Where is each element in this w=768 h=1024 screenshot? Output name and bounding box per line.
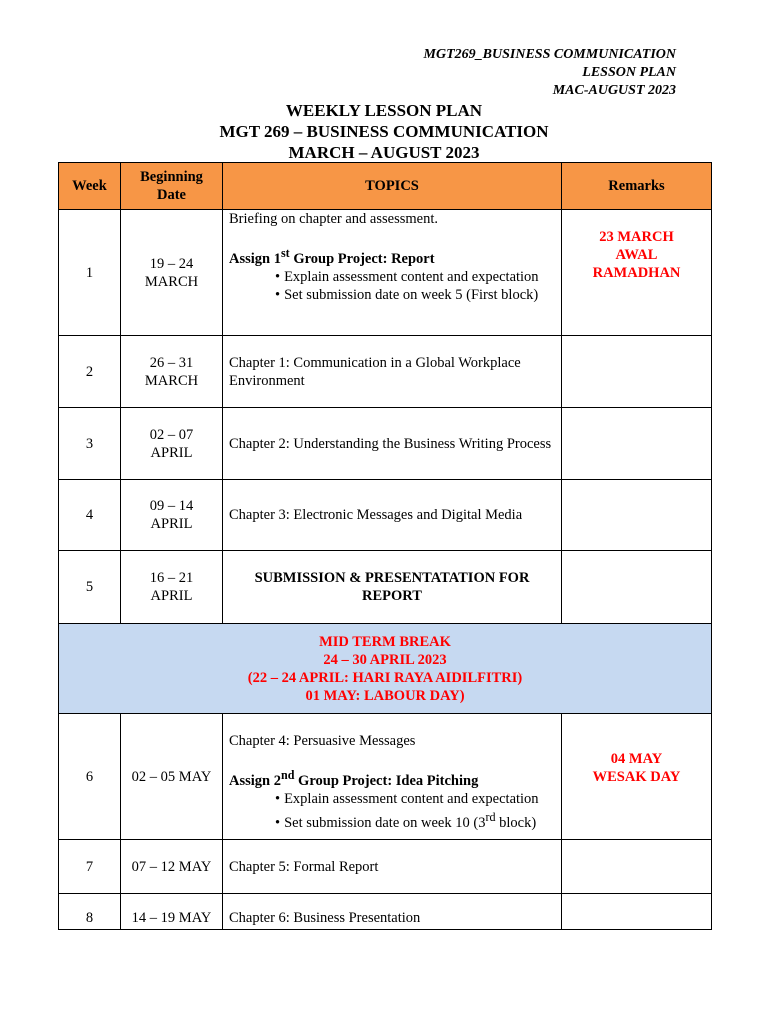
list-item: • Set submission date on week 5 (First block) [275,286,555,304]
remark-line: RAMADHAN [592,265,681,281]
topic-intro: Chapter 4: Persuasive Messages [229,733,416,749]
date-cell [121,408,223,480]
date-line1: 16 – 21 [149,570,194,586]
list-item: • Explain assessment content and expectation [275,268,555,286]
bullet-ordinal: rd [485,809,496,824]
date-cell: 14 – 19 MAY [121,894,223,930]
list-item: • Explain assessment content and expectation [275,790,555,808]
date-line1: 19 – 24 [149,255,194,272]
break-holiday: (22 – 24 APRIL: HARI RAYA AIDILFITRI) [247,669,523,686]
assignment-title [229,244,555,268]
topic-cell [223,714,562,840]
date-line2: MARCH [144,273,199,290]
assignment-bullets [229,790,555,832]
table-row [59,714,712,840]
remark-cell [562,714,712,840]
column-header-date-line2: Date [157,187,186,203]
date-cell: 02 – 05 MAY [121,714,223,840]
remark-cell [562,336,712,408]
topic-cell: Chapter 6: Business Presentation [223,894,562,930]
remark-line: 23 MARCH [599,229,674,245]
table-header-row [59,163,712,210]
title-line-2: MGT 269 – BUSINESS COMMUNICATION [219,122,549,141]
column-header-date-line1: Beginning [140,169,203,185]
column-header-topics: TOPICS [223,163,562,210]
date-cell [121,480,223,551]
remark-cell [562,551,712,624]
week-cell: 4 [59,480,121,551]
header-semester: MAC-AUGUST 2023 [552,83,676,98]
date-line1: 02 – 07 [149,426,194,443]
date-line2: APRIL [150,516,193,532]
week-cell: 8 [59,894,121,930]
topic-intro: Briefing on chapter and assessment. [229,211,438,227]
break-labour-day: 01 MAY: LABOUR DAY) [305,687,465,704]
break-dates: 24 – 30 APRIL 2023 [323,651,447,668]
date-line1: 26 – 31 [149,354,194,371]
date-cell [121,210,223,336]
table-row [59,480,712,551]
remark-line: 04 MAY [610,751,663,767]
lesson-plan-table [58,162,712,930]
table-row [59,894,712,930]
topic-cell: Chapter 1: Communication in a Global Workplace Environment [223,336,562,408]
remark-cell [562,840,712,894]
assignment-title [229,766,555,790]
column-header-date [121,163,223,210]
table-row [59,840,712,894]
break-title: MID TERM BREAK [319,633,451,650]
mid-term-break-row [59,624,712,714]
date-line2: APRIL [150,588,193,604]
week-cell: 2 [59,336,121,408]
column-header-remarks: Remarks [562,163,712,210]
mid-term-break-cell [59,624,712,714]
title-line-1: WEEKLY LESSON PLAN [285,101,483,120]
week-cell: 5 [59,551,121,624]
topic-cell: SUBMISSION & PRESENTATATION FOR REPORT [223,551,562,624]
date-line1: 09 – 14 [149,498,194,514]
week-cell: 1 [59,210,121,336]
week-cell: 7 [59,840,121,894]
topic-cell [223,210,562,336]
assignment-prefix: Assign 2 [229,772,281,789]
assignment-ordinal: nd [280,768,295,782]
date-cell: 07 – 12 MAY [121,840,223,894]
week-cell: 6 [59,714,121,840]
title-line-3: MARCH – AUGUST 2023 [288,143,480,162]
date-cell [121,336,223,408]
bullet-text-end: block) [495,814,537,831]
table-row [59,551,712,624]
list-item [275,808,555,832]
assignment-ordinal: st [280,246,290,260]
topic-cell: Chapter 5: Formal Report [223,840,562,894]
assignment-prefix: Assign 1 [229,250,281,267]
column-header-week: Week [59,163,121,210]
date-cell [121,551,223,624]
remark-cell [562,408,712,480]
remark-line: WESAK DAY [592,769,681,785]
topic-cell: Chapter 3: Electronic Messages and Digital Media [223,480,562,551]
remark-cell [562,210,712,336]
assignment-bullets [229,268,555,304]
date-line2: APRIL [150,444,193,461]
remark-line: AWAL [615,247,658,263]
date-line2: MARCH [144,372,199,389]
table-row [59,408,712,480]
topic-cell: Chapter 2: Understanding the Business Writing Process [223,408,562,480]
remark-cell [562,894,712,930]
table-row [59,210,712,336]
week-cell: 3 [59,408,121,480]
assignment-suffix: Group Project: Report [289,250,435,267]
assignment-suffix: Group Project: Idea Pitching [294,772,479,789]
bullet-text: Set submission date on week 10 (3 [284,814,486,831]
header-doc-type: LESSON PLAN [582,65,676,80]
document-header [424,46,676,100]
page-title [0,100,768,163]
remark-cell [562,480,712,551]
header-course: MGT269_BUSINESS COMMUNICATION [423,47,676,62]
table-row [59,336,712,408]
